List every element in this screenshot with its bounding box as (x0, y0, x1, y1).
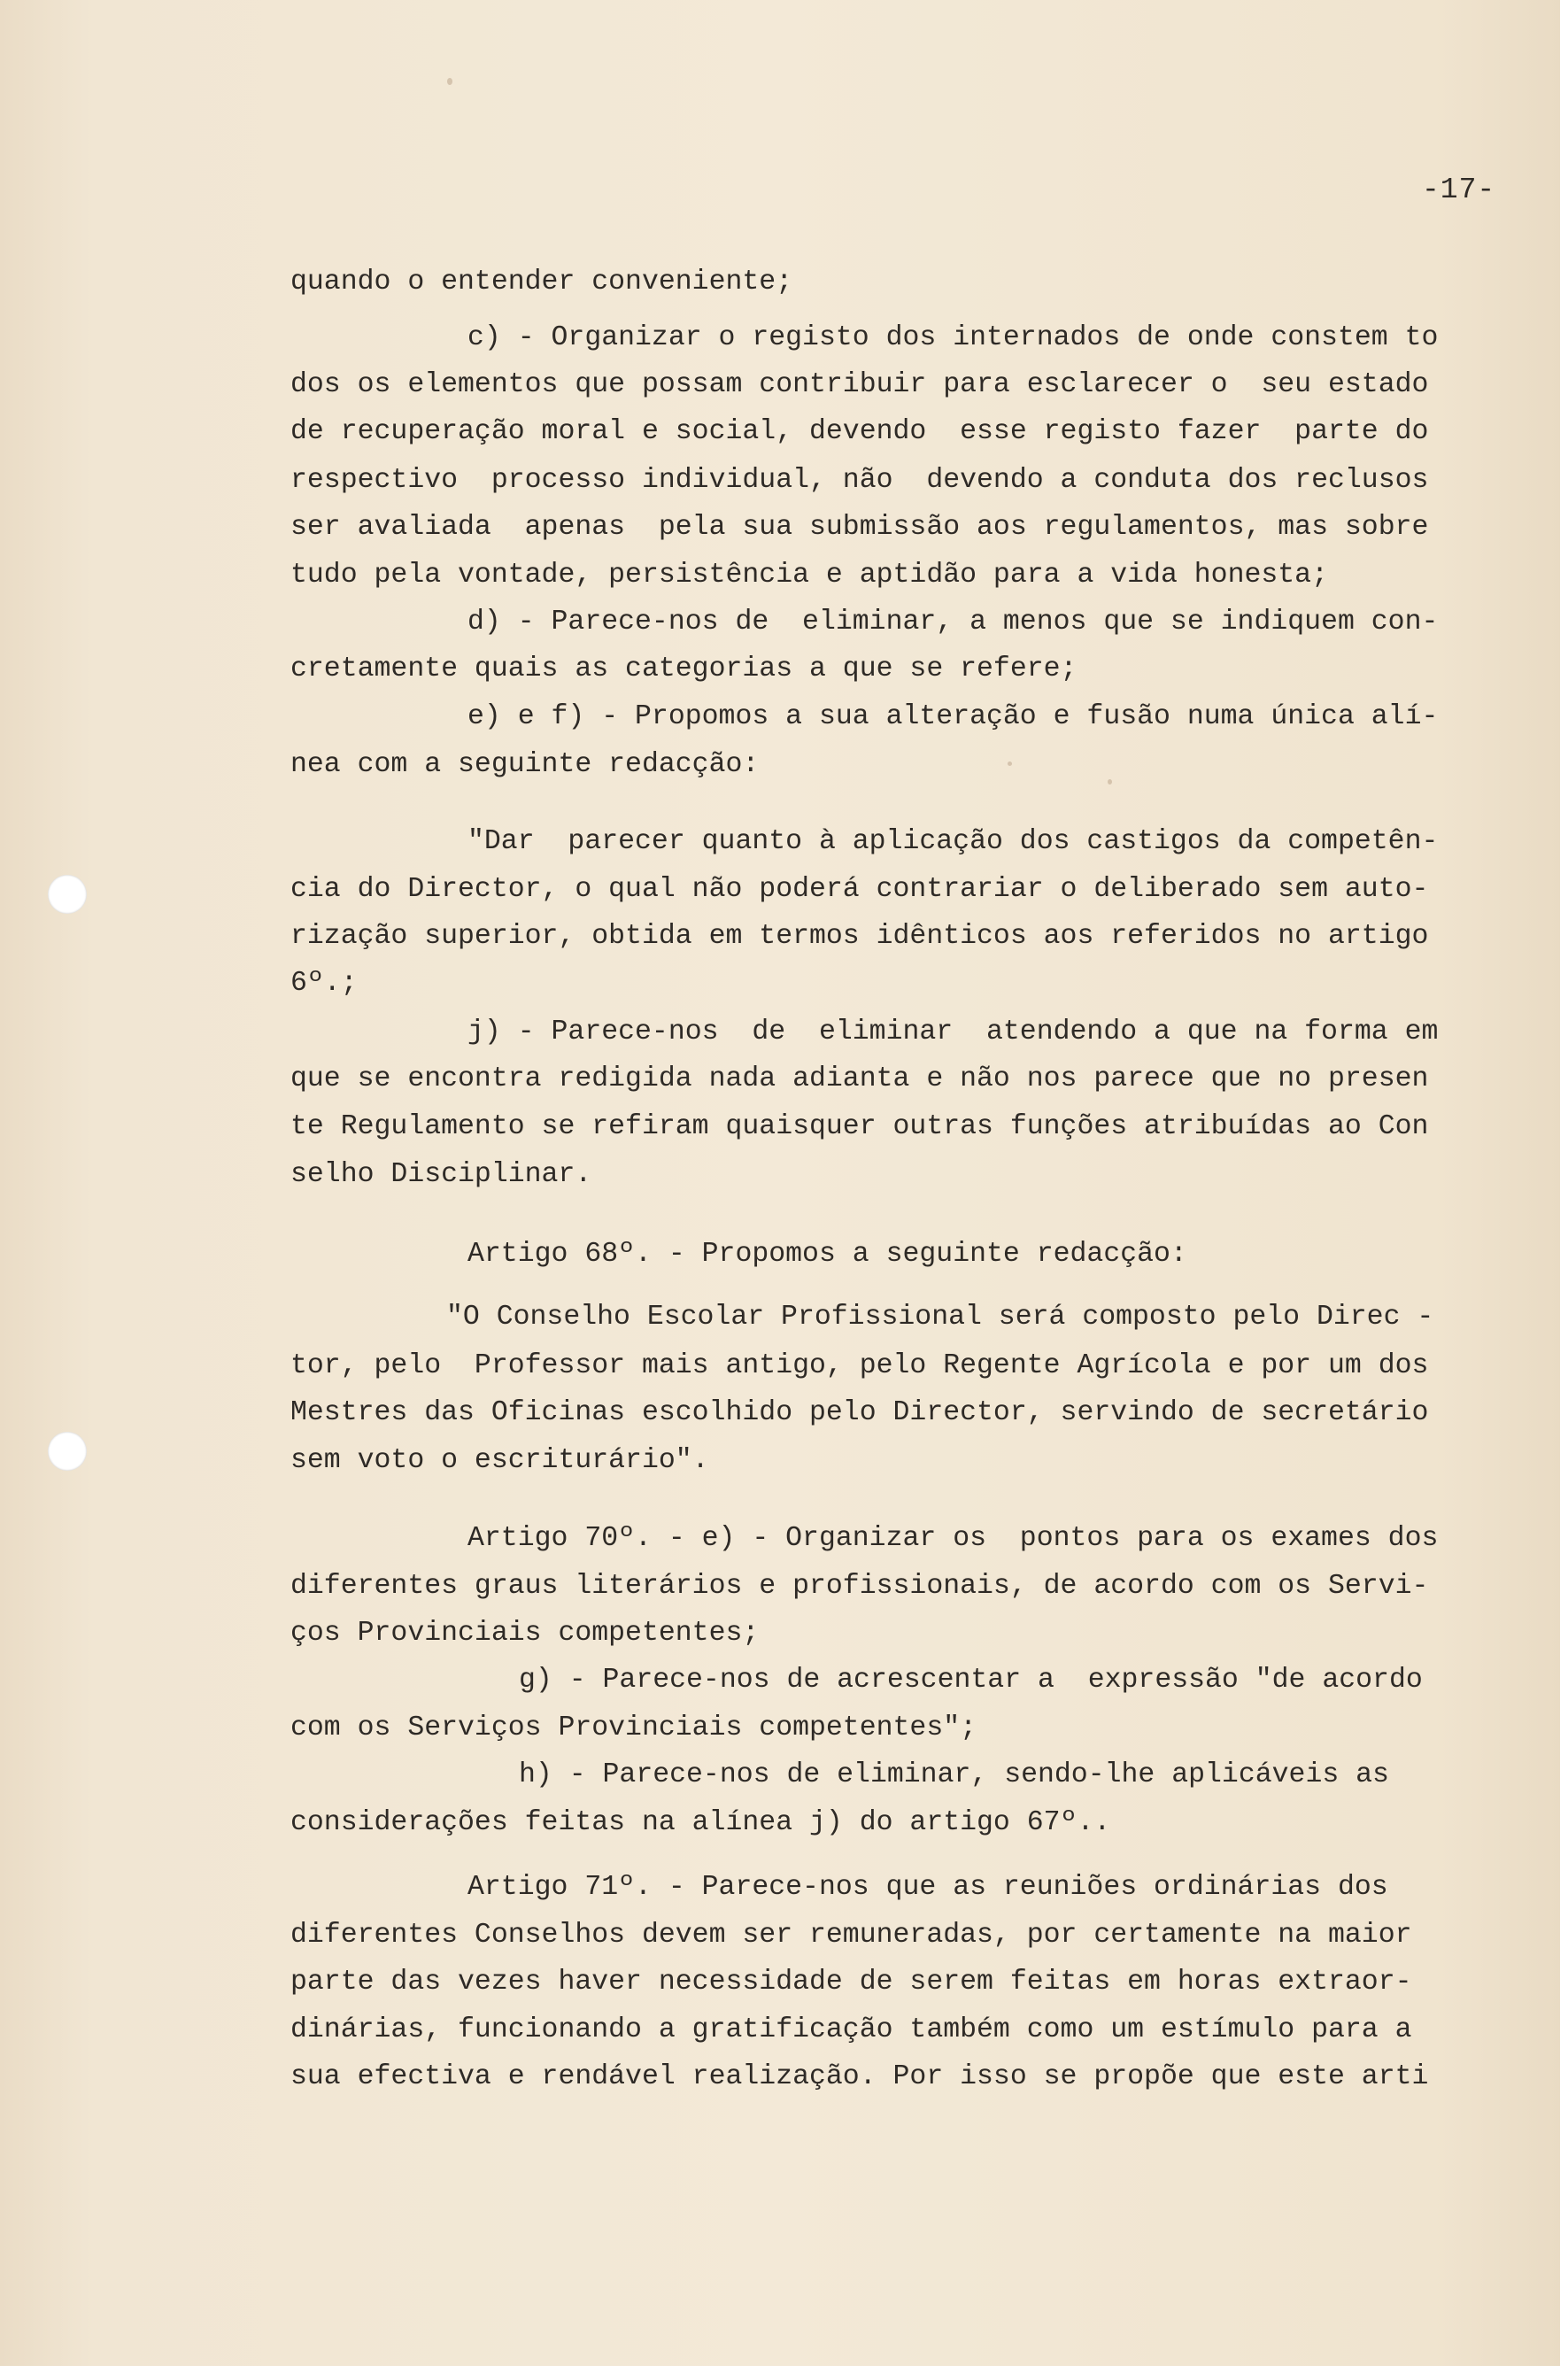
paper-speck (1108, 779, 1112, 785)
page-number: -17- (1422, 174, 1496, 206)
text-line: h) - Parece-nos de eliminar, sendo-lhe aplicáveis as (519, 1759, 1389, 1790)
text-line: diferentes Conselhos devem ser remuneradas, por certamente na maior (290, 1920, 1412, 1951)
text-line: quando o entender conveniente; (290, 267, 793, 298)
text-line: diferentes graus literários e profissionais, de acordo com os Servi- (290, 1571, 1429, 1602)
text-line: rização superior, obtida em termos idênticos aos referidos no artigo (290, 921, 1429, 952)
paper-speck (447, 78, 452, 85)
text-line: com os Serviços Provinciais competentes"; (290, 1712, 977, 1743)
text-line: Artigo 68º. - Propomos a seguinte redacção: (467, 1239, 1187, 1270)
text-line: te Regulamento se refiram quaisquer outras funções atribuídas ao Con (290, 1111, 1429, 1142)
text-line: "O Conselho Escolar Profissional será composto pelo Direc - (446, 1302, 1434, 1333)
text-line: tor, pelo Professor mais antigo, pelo Regente Agrícola e por um dos (290, 1350, 1429, 1381)
punch-hole-top (48, 875, 87, 914)
text-line: e) e f) - Propomos a sua alteração e fusão numa única alí- (467, 701, 1439, 732)
text-line: de recuperação moral e social, devendo esse registo fazer parte do (290, 416, 1429, 447)
text-line: c) - Organizar o registo dos internados de onde constem to (467, 322, 1439, 353)
text-line: considerações feitas na alínea j) do artigo 67º.. (290, 1807, 1111, 1838)
text-line: respectivo processo individual, não devendo a conduta dos reclusos (290, 465, 1429, 496)
paper-speck (1008, 761, 1012, 766)
scan-border-right (1560, 0, 1568, 2373)
text-line: parte das vezes haver necessidade de serem feitas em horas extraor- (290, 1967, 1412, 1998)
text-line: Mestres das Oficinas escolhido pelo Director, servindo de secretário (290, 1397, 1429, 1428)
text-line: sua efectiva e rendável realização. Por isso se propõe que este arti (290, 2061, 1429, 2092)
text-line: dos os elementos que possam contribuir para esclarecer o seu estado (290, 369, 1429, 400)
text-line: "Dar parecer quanto à aplicação dos castigos da competên- (467, 826, 1439, 857)
text-line: que se encontra redigida nada adianta e não nos parece que no presen (290, 1063, 1429, 1094)
text-line: d) - Parece-nos de eliminar, a menos que se indiquem con- (467, 607, 1439, 638)
text-line: ser avaliada apenas pela sua submissão aos regulamentos, mas sobre (290, 512, 1429, 543)
text-line: cia do Director, o qual não poderá contrariar o deliberado sem auto- (290, 874, 1429, 905)
text-line: Artigo 71º. - Parece-nos que as reuniões ordinárias dos (467, 1872, 1388, 1903)
text-line: sem voto o escriturário". (290, 1445, 709, 1476)
text-line: dinárias, funcionando a gratificação também como um estímulo para a (290, 2014, 1412, 2045)
text-line: selho Disciplinar. (290, 1159, 592, 1190)
text-line: j) - Parece-nos de eliminar atendendo a que na forma em (467, 1016, 1439, 1047)
punch-hole-bottom (48, 1432, 87, 1471)
text-line: cretamente quais as categorias a que se refere; (290, 653, 1078, 684)
text-line: 6º.; (290, 968, 358, 999)
text-line: nea com a seguinte redacção: (290, 749, 760, 780)
text-line: ços Provinciais competentes; (290, 1618, 760, 1649)
text-line: g) - Parece-nos de acrescentar a expressão "de acordo (519, 1665, 1423, 1696)
text-line: Artigo 70º. - e) - Organizar os pontos para os exames dos (467, 1523, 1439, 1554)
scan-border-bottom (0, 2366, 1568, 2373)
text-line: tudo pela vontade, persistência e aptidão para a vida honesta; (290, 560, 1328, 591)
